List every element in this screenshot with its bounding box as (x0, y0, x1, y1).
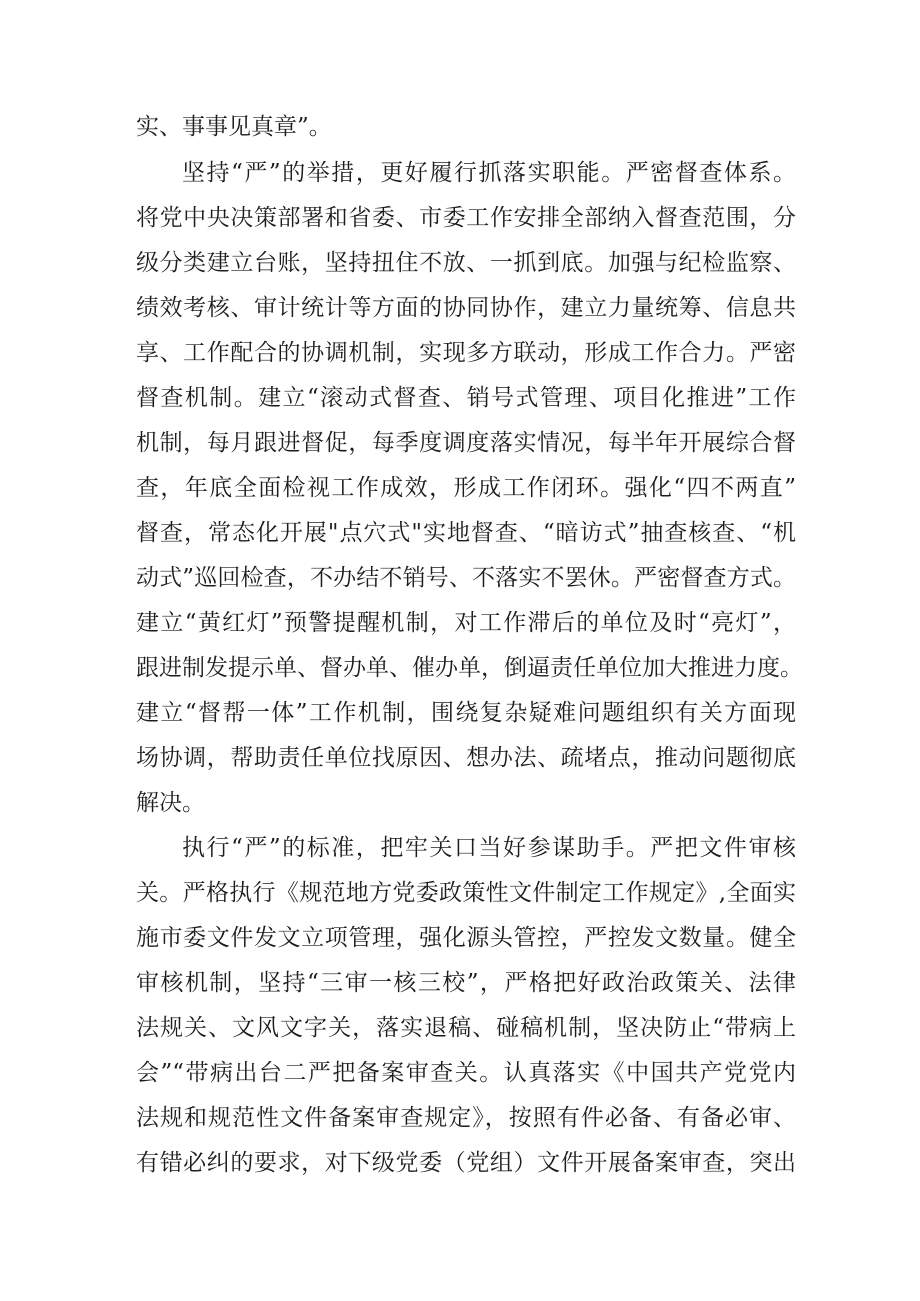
paragraph-3-line-7: 法规和规范性文件备案审查规定》，按照有件必备、有备必审、 (136, 1105, 796, 1131)
paragraph-3-line-3: 施市委文件发文立项管理，强化源头管控，严控发文数量。健全 (136, 925, 796, 951)
paragraph-2-line-5: 享、工作配合的协调机制，实现多方联动，形成工作合力。严密 (136, 340, 796, 366)
paragraph-2-line-12: 跟进制发提示单、督办单、催办单，倒逼责任单位加大推进力度。 (136, 655, 803, 681)
paragraph-3-line-4: 审核机制，坚持“三审一核三校”，严格把好政治政策关、法律 (136, 970, 796, 996)
paragraph-1-line-1: 实、事事见真章”。 (136, 114, 332, 140)
paragraph-2-line-8: 查，年底全面检视工作成效，形成工作闭环。强化“四不两直” (136, 475, 796, 501)
paragraph-2-line-7: 机制，每月跟进督促，每季度调度落实情况，每半年开展综合督 (136, 430, 796, 456)
paragraph-2-line-10: 动式”巡回检查，不办结不销号、不落实不罢休。严密督查方式。 (136, 565, 796, 591)
paragraph-3-line-8: 有错必纠的要求，对下级党委（党组）文件开展备案审查，突出 (136, 1150, 796, 1176)
paragraph-3-line-5: 法规关、文风文字关，落实退稿、碰稿机制，坚决防止“带病上 (136, 1015, 796, 1041)
paragraph-2-line-14: 场协调，帮助责任单位找原因、想办法、疏堵点，推动问题彻底 (136, 745, 796, 771)
paragraph-2-line-9: 督查，常态化开展"点穴式"实地督查、“暗访式”抽查核查、“机 (136, 520, 796, 546)
paragraph-3-line-6: 会”“带病出台二严把备案审查关。认真落实《中国共产党党内 (136, 1060, 796, 1086)
paragraph-3-line-1: 执行“严”的标准，把牢关口当好参谋助手。严把文件审核 (182, 835, 796, 861)
paragraph-2-line-13: 建立“督帮一体”工作机制，围绕复杂疑难问题组织有关方面现 (136, 700, 796, 726)
paragraph-2-line-2: 将党中央决策部署和省委、市委工作安排全部纳入督查范围，分 (136, 205, 796, 231)
paragraph-2-line-3: 级分类建立台账，坚持扭住不放、一抓到底。加强与纪检监察、 (136, 250, 796, 276)
paragraph-2-line-15: 解决。 (136, 790, 205, 816)
paragraph-3-line-2: 关。严格执行《规范地方党委政策性文件制定工作规定》,全面实 (136, 880, 796, 906)
paragraph-2-line-6: 督查机制。建立“滚动式督查、销号式管理、项目化推进”工作 (136, 385, 796, 411)
paragraph-2-line-11: 建立“黄红灯”预警提醒机制，对工作滞后的单位及时“亮灯”， (136, 610, 796, 636)
paragraph-2-line-4: 绩效考核、审计统计等方面的协同协作，建立力量统筹、信息共 (136, 295, 796, 321)
paragraph-2-line-1: 坚持“严”的举措，更好履行抓落实职能。严密督查体系。 (182, 160, 796, 186)
